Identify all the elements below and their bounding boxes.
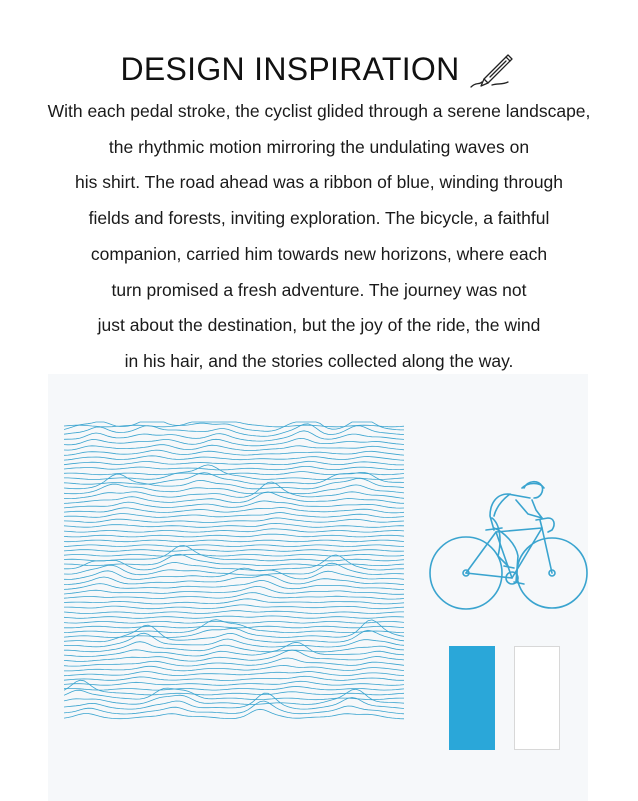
wave-line <box>64 445 404 451</box>
wave-line <box>64 523 404 527</box>
paragraph-line: in his hair, and the stories collected along the way. <box>124 350 514 371</box>
paragraph-line: the rhythmic motion mirroring the undulating waves on <box>108 136 530 157</box>
paragraph-line: just about the destination, but the joy of the ride, the wind <box>97 315 541 336</box>
wave-line <box>64 518 404 523</box>
wave-line <box>64 681 404 685</box>
wave-line <box>64 450 404 455</box>
wave-line <box>64 611 404 614</box>
color-swatch-white <box>514 646 560 750</box>
page-title: DESIGN INSPIRATION <box>120 50 460 87</box>
wave-line <box>64 709 404 719</box>
wave-line <box>64 626 404 628</box>
wave-line <box>64 555 404 571</box>
wave-line <box>64 586 404 594</box>
wave-line <box>64 665 404 671</box>
wave-line <box>64 680 404 695</box>
wave-line <box>64 465 404 480</box>
wave-line <box>64 492 404 504</box>
wave-line <box>64 461 404 465</box>
wave-line <box>64 501 404 508</box>
wave-line <box>64 545 404 547</box>
cyclist-illustration <box>424 470 590 610</box>
wave-line <box>64 676 404 680</box>
wave-line <box>64 540 404 542</box>
color-swatch-blue <box>449 646 495 750</box>
wave-line <box>64 466 404 470</box>
wave-line <box>64 534 404 537</box>
wave-line <box>64 474 404 489</box>
wave-line <box>64 620 404 633</box>
description-paragraph <box>20 94 618 380</box>
wave-line <box>64 650 404 661</box>
header <box>0 46 638 92</box>
wave-line <box>64 546 404 561</box>
wave-pattern-graphic <box>64 420 404 720</box>
paragraph-line: fields and forests, inviting exploration. The bicycle, a faithful <box>88 208 550 229</box>
paragraph-line: companion, carried him towards new horizons, where each <box>90 243 548 264</box>
wave-line <box>64 554 404 556</box>
wave-line <box>64 672 404 676</box>
wave-line <box>64 508 404 513</box>
wave-line <box>64 593 404 600</box>
wave-line <box>64 633 404 647</box>
wave-line <box>64 599 404 604</box>
wave-line <box>64 438 404 445</box>
paragraph-line: his shirt. The road ahead was a ribbon of blue, winding through <box>74 172 564 193</box>
wave-line <box>64 605 404 609</box>
wave-line <box>64 456 404 460</box>
wave-line <box>64 513 404 518</box>
wave-line <box>64 689 404 704</box>
paragraph-line: turn promised a fresh adventure. The journey was not <box>111 279 527 300</box>
wave-line <box>64 550 404 552</box>
wave-line <box>64 622 404 624</box>
wave-line <box>64 529 404 532</box>
wave-line <box>64 616 404 618</box>
pen-writing-icon <box>468 49 518 89</box>
paragraph-line: With each pedal stroke, the cyclist glided through a serene landscape, <box>47 101 591 121</box>
